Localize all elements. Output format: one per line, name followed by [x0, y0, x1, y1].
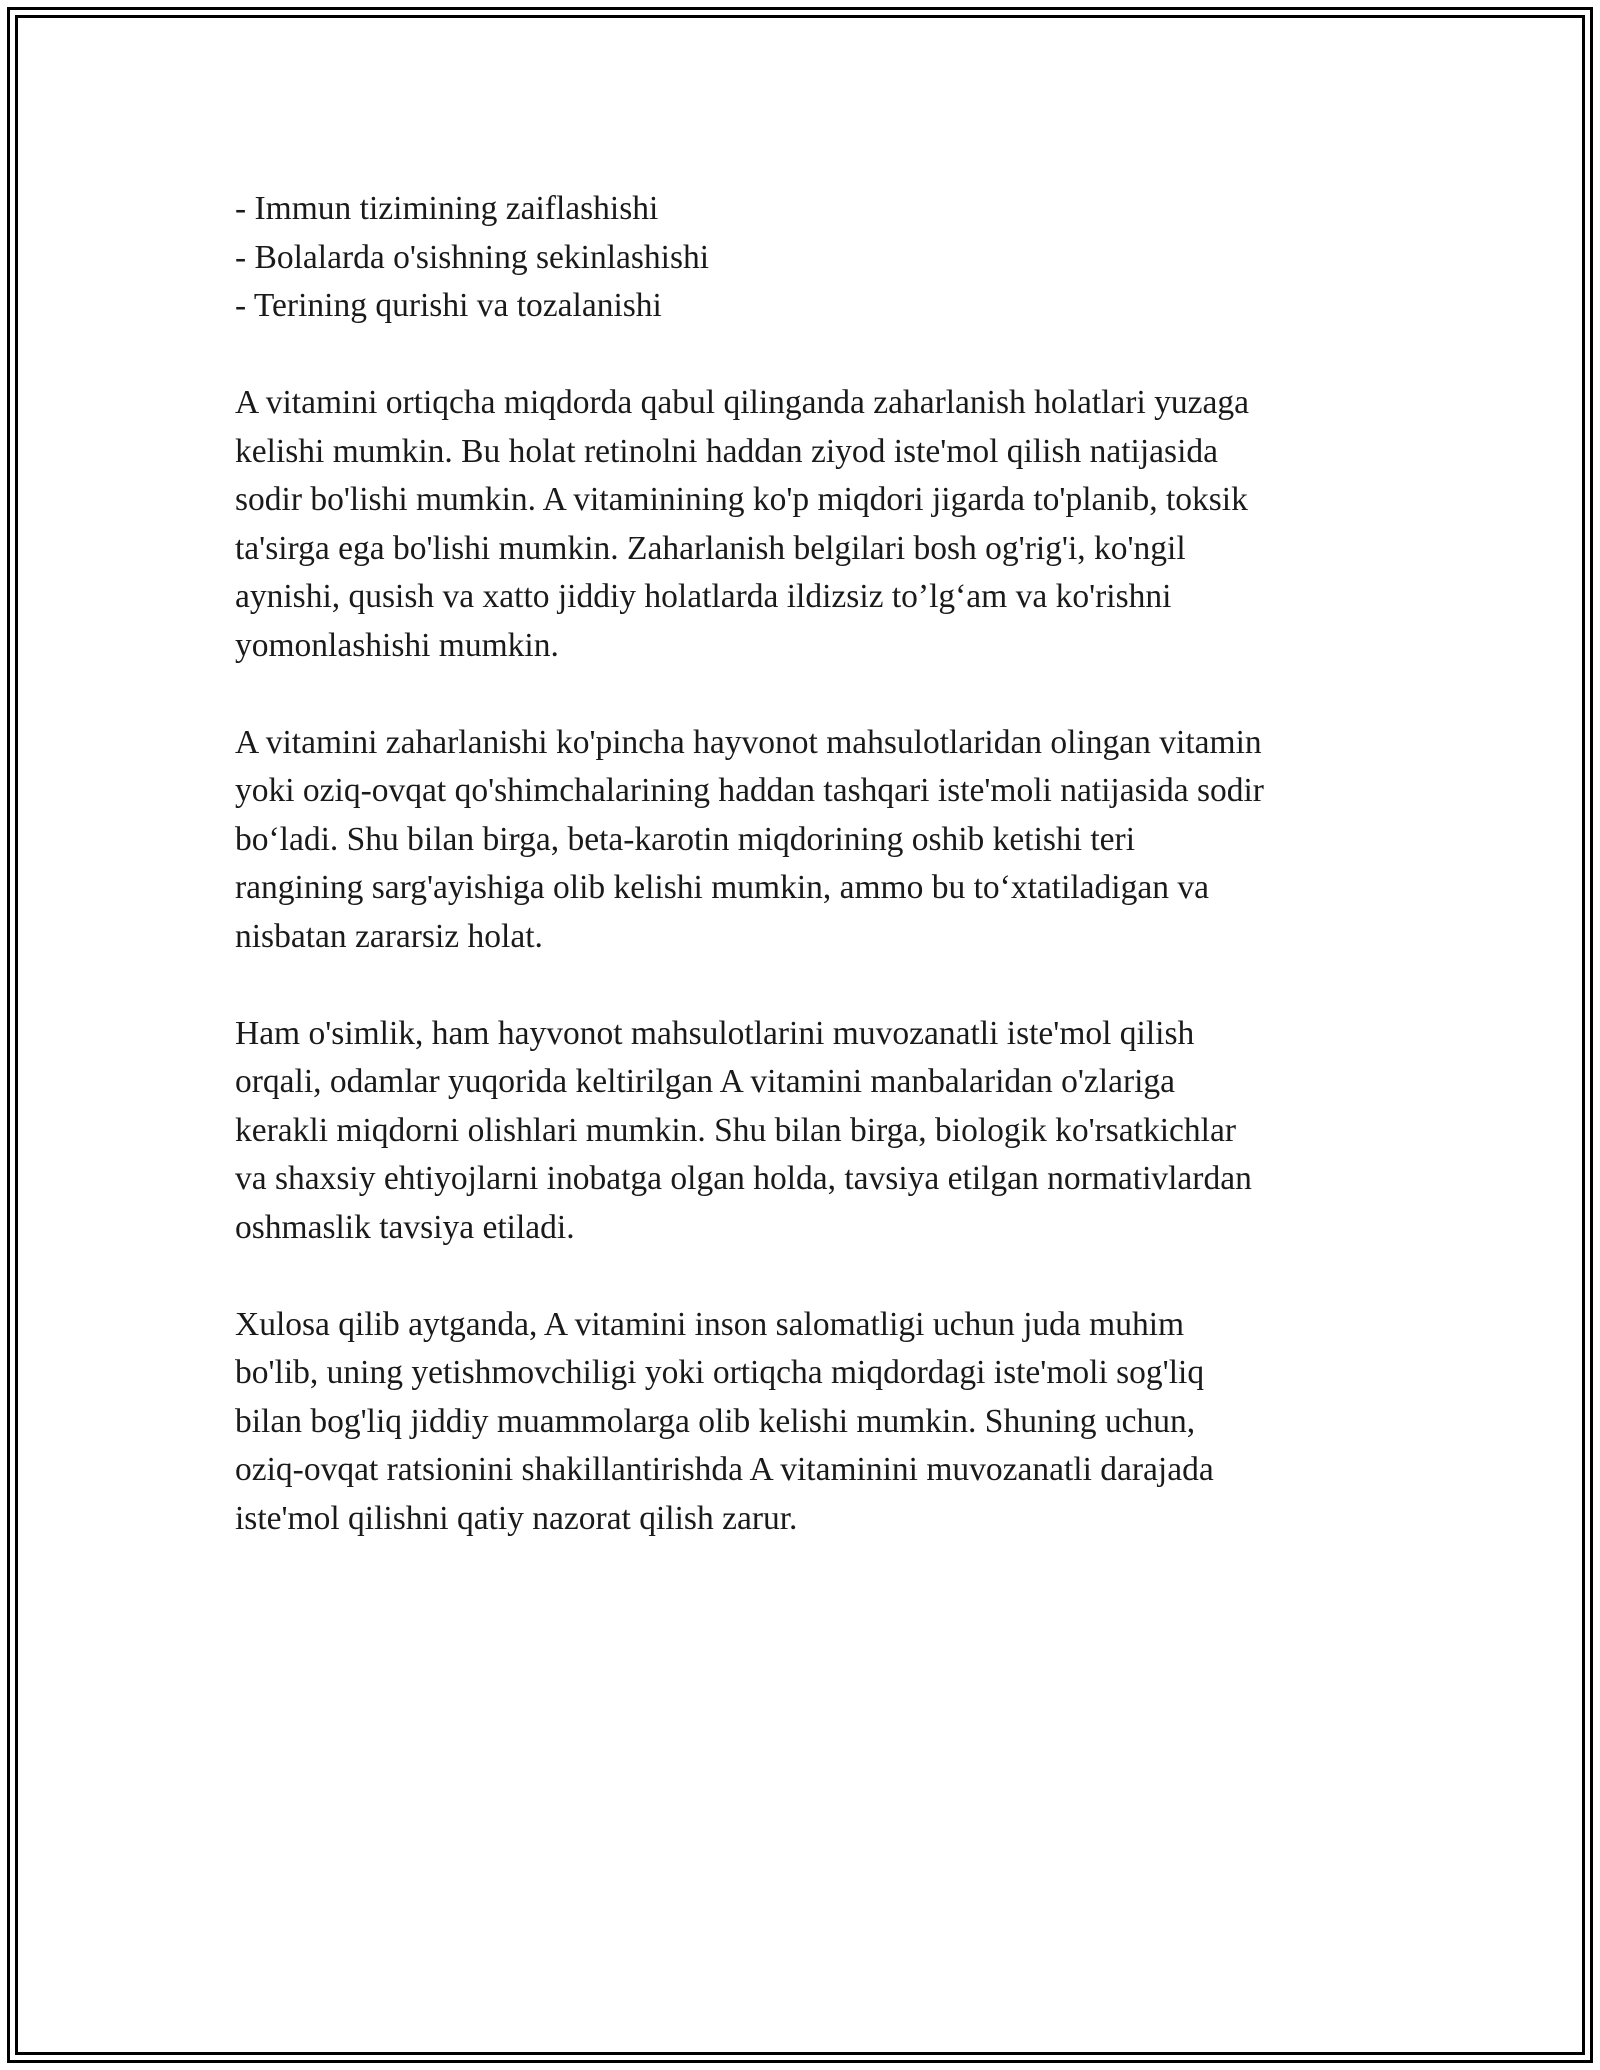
- text-line: iste'mol qilishni qatiy nazorat qilish zarur.: [235, 1499, 798, 1537]
- paragraph-balanced-diet: [235, 1010, 1395, 1253]
- document-body: [235, 185, 1395, 1543]
- list-item: - Immun tizimining zaiflashishi: [235, 190, 659, 227]
- paragraph-conclusion: [235, 1301, 1395, 1544]
- text-line: aynishi, qusish va xatto jiddiy holatlarda ildizsiz to’lg‘am va ko'rishni: [235, 578, 1172, 615]
- text-line: bo‘ladi. Shu bilan birga, beta-karotin miqdorining oshib ketishi teri: [235, 820, 1136, 858]
- text-line: rangining sarg'ayishiga olib kelishi mumkin, ammo bu to‘xtatiladigan va: [235, 869, 1209, 906]
- list-item: - Terining qurishi va tozalanishi: [235, 287, 662, 324]
- text-line: kerakli miqdorni olishlari mumkin. Shu bilan birga, biologik ko'rsatkichlar: [235, 1111, 1236, 1149]
- paragraph-sources-of-poisoning: [235, 719, 1395, 962]
- paragraph-toxicity: [235, 379, 1395, 670]
- text-line: kelishi mumkin. Bu holat retinolni haddan ziyod iste'mol qilish natijasida: [235, 432, 1218, 470]
- text-line: sodir bo'lishi mumkin. A vitaminining ko'p miqdori jigarda to'planib, toksik: [235, 481, 1248, 518]
- text-line: Xulosa qilib aytganda, A vitamini inson salomatligi uchun juda muhim: [235, 1305, 1185, 1343]
- text-line: nisbatan zararsiz holat.: [235, 917, 543, 955]
- text-line: A vitamini ortiqcha miqdorda qabul qilinganda zaharlanish holatlari yuzaga: [235, 384, 1249, 421]
- text-line: va shaxsiy ehtiyojlarni inobatga olgan holda, tavsiya etilgan normativlardan: [235, 1160, 1252, 1197]
- text-line: oshmaslik tavsiya etiladi.: [235, 1208, 575, 1246]
- text-line: bo'lib, uning yetishmovchiligi yoki ortiqcha miqdordagi iste'moli sog'liq: [235, 1354, 1205, 1391]
- list-item: - Bolalarda o'sishning sekinlashishi: [235, 238, 710, 276]
- text-line: orqali, odamlar yuqorida keltirilgan A vitamini manbalaridan o'zlariga: [235, 1063, 1176, 1100]
- text-line: bilan bog'liq jiddiy muammolarga olib kelishi mumkin. Shuning uchun,: [235, 1402, 1196, 1440]
- text-line: Ham o'simlik, ham hayvonot mahsulotlarini muvozanatli iste'mol qilish: [235, 1014, 1195, 1052]
- text-line: ta'sirga ega bo'lishi mumkin. Zaharlanish belgilari bosh og'rig'i, ko'ngil: [235, 529, 1186, 567]
- text-line: yomonlashishi mumkin.: [235, 626, 559, 664]
- symptom-list: [235, 185, 1395, 331]
- text-line: yoki oziq-ovqat qo'shimchalarining haddan tashqari iste'moli natijasida sodir: [235, 772, 1264, 809]
- text-line: oziq-ovqat ratsionini shakillantirishda A vitaminini muvozanatli darajada: [235, 1451, 1214, 1488]
- text-line: A vitamini zaharlanishi ko'pincha hayvonot mahsulotlaridan olingan vitamin: [235, 723, 1262, 761]
